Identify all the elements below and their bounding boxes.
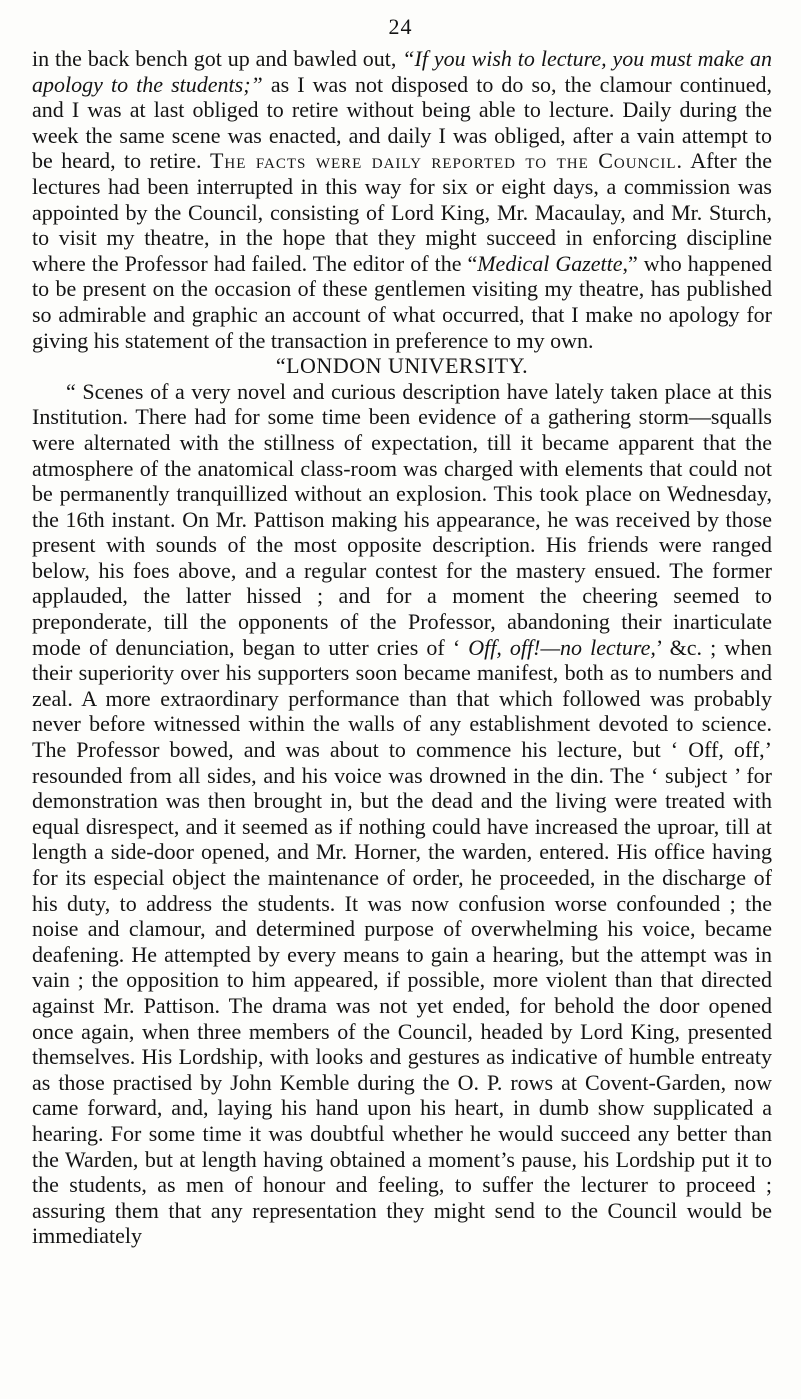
body-text [32, 46, 772, 1249]
section-heading: “LONDON UNIVERSITY. [275, 353, 529, 379]
page-number: 24 [388, 14, 413, 39]
paragraph-2-part-2: ’ &c. ; when their superiority over his supporters soon became manifest, both as to numbers and zeal. A more extraordinary performance than that which followed was probably never before witnessed within the walls of any establishment devoted to science. The Professor bowed, and was about to commence his lecture, but ‘ Off, off,’ resounded from all sides, and his voice was drowned in the din. The ‘ subject ’ for demonstration was then brought in, but the dead and the living were treated with equal disrespect, and it seemed as if nothing could have increased the uproar, till at length a side-door opened, and Mr. Horner, the warden, entered. His office having for its especial object the maintenance of order, he proceeded, in the discharge of his duty, to address the students. It was now confusion worse confounded ; the noise and clamour, and determined purpose of overwhelming his voice, became deafening. He attempted by every means to gain a hearing, but the attempt was in vain ; the opposition to him appeared, if possible, more violent than that directed against Mr. Pattison. The drama was not yet ended, for behold the door opened once again, when three members of the Council, headed by Lord King, presented themselves. His Lordship, with looks and gestures as indicative of humble entreaty as those practised by John Kemble during the O. P. rows at Covent-Garden, now came forward, and, laying his hand upon his heart, in dumb show supplicated a hearing. For some time it was doubtful whether he would succeed any better than the Warden, but at length having obtained a moment’s pause, his Lordship put it to the students, as men of honour and feeling, to suffer the lecturer to proceed ; assuring them that any representation they might send to the Council would be immediately [32, 634, 772, 1249]
paragraph-1-part-3: After the lectures had been interrupted in this way for six or eight days, a commission was appointed by the Council, consisting of Lord King, Mr. Macaulay, and Mr. Sturch, to visit my theatre, in the hope that they might succeed in enforcing discipline where the Professor had failed. The editor of the “ [32, 148, 773, 276]
paragraph-1 [32, 46, 772, 353]
quoted-cries: Off, off!—no lecture, [468, 634, 656, 660]
small-caps-phrase: The facts were daily reported to the Council. [209, 148, 684, 174]
quoted-demand: “If you wish to lecture, you must make an apology to the students;” [32, 46, 772, 97]
journal-title: Medical Gazette [477, 250, 623, 276]
paragraph-1-part-1: in the back bench got up and bawled out, [32, 46, 403, 71]
paragraph-2 [32, 379, 772, 1249]
paragraph-2-part-1: “ Scenes of a very novel and curious description have lately taken place at this Institution. There had for some time been evidence of a gathering storm—squalls were alternated with the stillness of expectation, till it became apparent that the atmosphere of the anatomical class-room was charged with elements that could not be permanently tranquillized without an explosion. This took place on Wednesday, the 16th instant. On Mr. Pattison making his appearance, he was received by those present with sounds of the most opposite description. His friends were ranged below, his foes above, and a regular contest for the mastery ensued. The former applauded, the latter hissed ; and for a moment the cheering seemed to preponderate, till the opponents of the Professor, abandoning their inarticulate mode of denunciation, began to utter cries of ‘ [32, 378, 772, 660]
paragraph-1-part-2: as I was not disposed to do so, the clamour continued, and I was at last obliged to retire without being able to lecture. Daily during the week the same scene was enacted, and daily I was obliged, after a vain attempt to be heard, to retire. [32, 71, 772, 174]
paragraph-1-part-4: ,” who happened to be present on the occasion of these gentlemen visiting my theatre, has published so admirable and graphic an account of what occurred, that I make no apology for giving his statement of the transaction in preference to my own. [32, 250, 772, 353]
